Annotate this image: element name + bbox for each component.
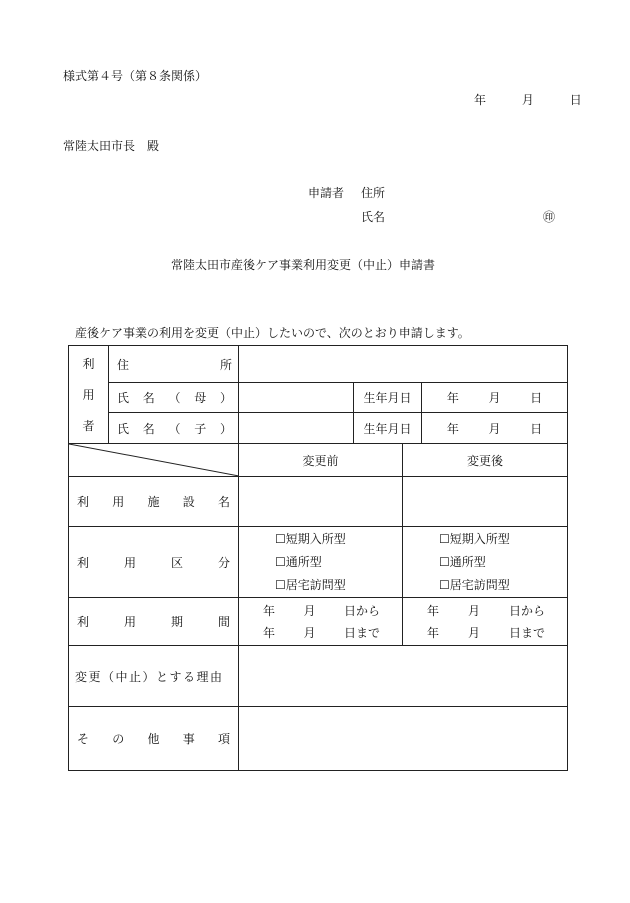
- facility-label-char: 用: [112, 495, 125, 509]
- facility-label-char: 利: [77, 495, 90, 509]
- child-name-label-char: 子: [194, 421, 207, 436]
- date-month: 月: [488, 391, 501, 405]
- seal-mark: ㊞: [543, 210, 556, 224]
- category-label-char: 区: [170, 555, 183, 570]
- mother-name-label-char: 氏: [117, 391, 130, 405]
- category-label-char: 利: [77, 555, 90, 570]
- applicant-name-label: 氏名: [361, 210, 386, 224]
- period-after-field[interactable]: [403, 598, 568, 646]
- address-label-cell: [109, 346, 239, 383]
- period-label-cell: [69, 598, 239, 646]
- period-year: 年: [263, 603, 276, 618]
- date-month: 月: [521, 93, 534, 107]
- period-month: 月: [467, 625, 480, 640]
- period-to: 日まで: [508, 625, 545, 640]
- applicant-address-label: 住所: [361, 186, 386, 200]
- option-short-stay-checkbox[interactable]: ☐短期入所型: [275, 531, 346, 546]
- period-from: 日から: [508, 603, 545, 618]
- option-day-visit-checkbox[interactable]: ☐通所型: [275, 554, 322, 569]
- date-header: [474, 93, 582, 107]
- mother-name-label-char: （: [168, 391, 181, 405]
- child-name-label-cell: [109, 413, 239, 444]
- period-year: 年: [427, 603, 440, 618]
- other-label-char: の: [112, 732, 125, 746]
- facility-after-field[interactable]: [403, 477, 568, 527]
- mother-name-label-cell: [109, 383, 239, 413]
- addressee: 常陸太田市長 殿: [63, 139, 160, 153]
- period-label-char: 期: [170, 615, 183, 629]
- period-month: 月: [303, 603, 316, 618]
- date-day: 日: [569, 93, 582, 107]
- other-label-char: 項: [217, 732, 230, 746]
- other-field[interactable]: [239, 707, 568, 771]
- mother-birthdate-label: 生年月日: [354, 383, 422, 413]
- address-field[interactable]: [239, 346, 568, 383]
- child-birthdate-field[interactable]: [422, 413, 568, 444]
- child-name-label-char: 名: [142, 421, 155, 436]
- address-label-char: 住: [117, 357, 130, 372]
- facility-label-char: 名: [217, 495, 230, 509]
- mother-name-field[interactable]: [239, 383, 354, 413]
- date-year: 年: [446, 391, 459, 405]
- category-label-char: 用: [123, 555, 136, 570]
- period-to: 日まで: [343, 625, 380, 640]
- page-title: 常陸太田市産後ケア事業利用変更（中止）申請書: [171, 258, 436, 272]
- date-day: 日: [530, 391, 543, 405]
- date-year: 年: [474, 93, 487, 107]
- category-before-options: [239, 527, 403, 598]
- child-name-label-char: 氏: [117, 421, 130, 436]
- after-header: 変更後: [403, 444, 568, 477]
- date-month: 月: [488, 421, 501, 436]
- date-day: 日: [530, 421, 543, 436]
- intro-text: 産後ケア事業の利用を変更（中止）したいので、次のとおり申請します。: [75, 326, 470, 340]
- category-label-char: 分: [217, 555, 230, 570]
- form-number: 様式第４号（第８条関係）: [63, 69, 208, 83]
- diagonal-line: [69, 444, 239, 476]
- period-year: 年: [263, 625, 276, 640]
- mother-birthdate-field[interactable]: [422, 383, 568, 413]
- other-label-char: そ: [77, 732, 90, 746]
- period-label-char: 用: [123, 615, 136, 629]
- period-label-char: 間: [217, 615, 230, 629]
- mother-name-label-char: ）: [219, 391, 232, 405]
- user-label-char: 用: [82, 387, 95, 402]
- user-label-char: 利: [82, 357, 95, 372]
- diagonal-header-cell: [69, 444, 239, 477]
- facility-label-cell: [69, 477, 239, 527]
- before-header: 変更前: [239, 444, 403, 477]
- other-label-char: 事: [182, 732, 195, 746]
- date-year: 年: [446, 421, 459, 436]
- period-label-char: 利: [77, 615, 90, 629]
- reason-field[interactable]: [239, 646, 568, 707]
- period-month: 月: [467, 603, 480, 618]
- user-label-cell: [69, 346, 109, 444]
- category-after-options: [403, 527, 568, 598]
- option-day-visit-checkbox[interactable]: ☐通所型: [439, 554, 486, 569]
- facility-label-char: 設: [182, 495, 195, 509]
- child-birthdate-label: 生年月日: [354, 413, 422, 444]
- period-from: 日から: [343, 603, 380, 618]
- child-name-field[interactable]: [239, 413, 354, 444]
- other-label-char: 他: [147, 732, 160, 746]
- facility-label-char: 施: [147, 495, 160, 509]
- period-before-field[interactable]: [239, 598, 403, 646]
- mother-name-label-char: 名: [142, 391, 155, 405]
- applicant-label: 申請者: [308, 186, 345, 200]
- option-short-stay-checkbox[interactable]: ☐短期入所型: [439, 531, 510, 546]
- user-label-char: 者: [82, 418, 95, 433]
- period-month: 月: [303, 625, 316, 640]
- option-home-visit-checkbox[interactable]: ☐居宅訪問型: [275, 577, 346, 592]
- option-home-visit-checkbox[interactable]: ☐居宅訪問型: [439, 577, 510, 592]
- application-table: [68, 345, 568, 771]
- reason-label: 変更（中止）とする理由: [69, 646, 239, 707]
- child-name-label-char: ）: [219, 421, 232, 436]
- mother-name-label-char: 母: [194, 391, 207, 405]
- category-label-cell: [69, 527, 239, 598]
- other-label-cell: [69, 707, 239, 771]
- address-label-char: 所: [219, 357, 232, 372]
- child-name-label-char: （: [168, 421, 181, 436]
- facility-before-field[interactable]: [239, 477, 403, 527]
- period-year: 年: [427, 625, 440, 640]
